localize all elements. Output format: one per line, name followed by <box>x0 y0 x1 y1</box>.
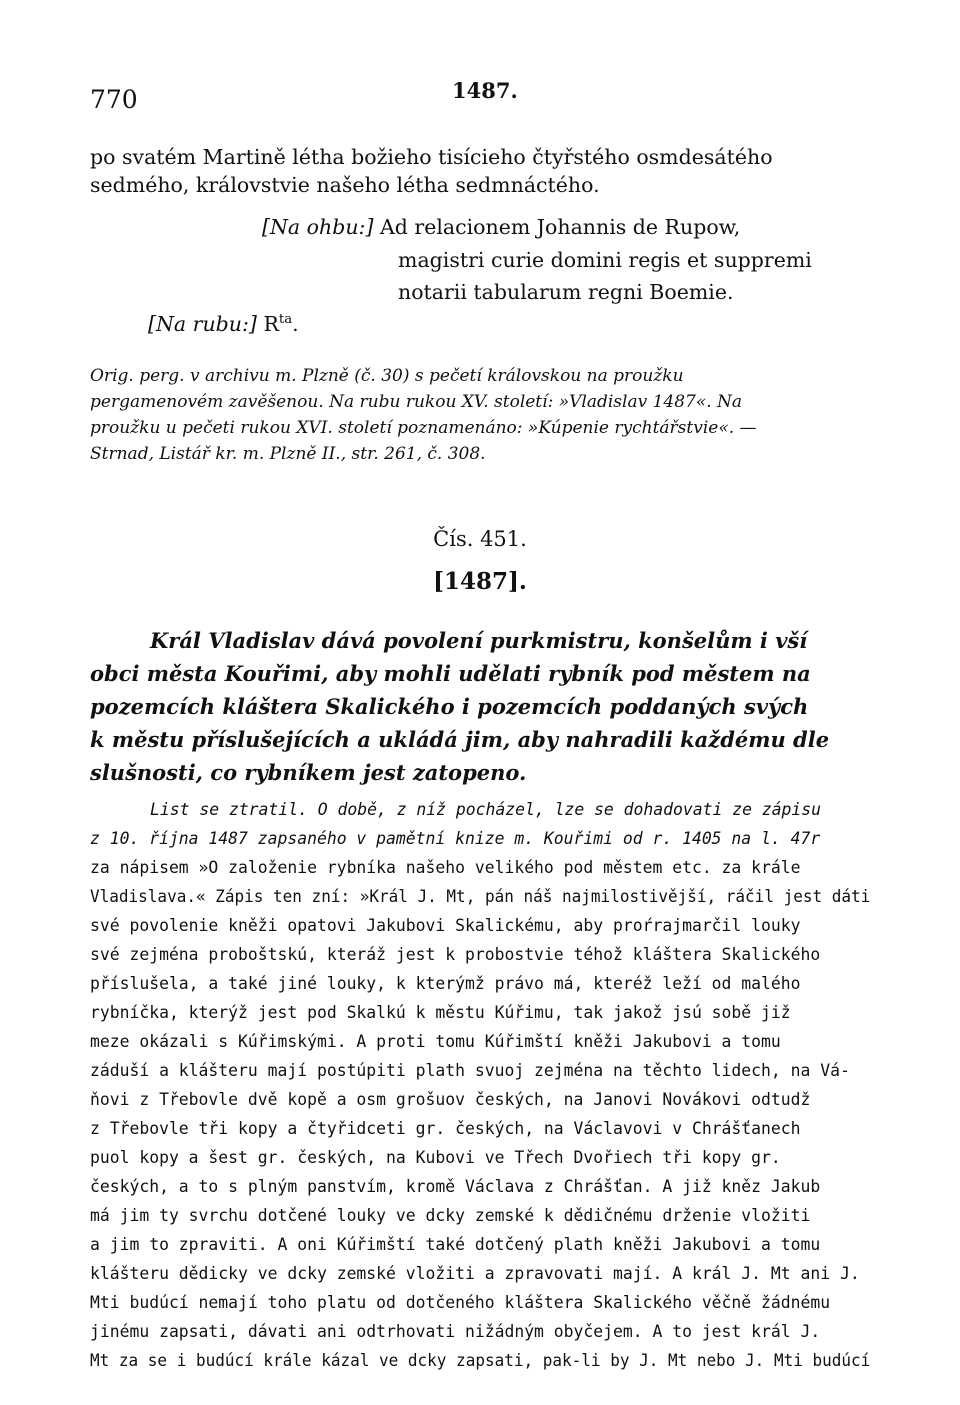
source-note-line: pergamenovém zavěšenou. Na rubu rukou XV. století: »Vladislav 1487«. Na <box>90 392 743 412</box>
body-line: z Třebovle tři kopy a čtyřidceti gr. českých, na Václavovi v Chrášťanech <box>90 1119 801 1138</box>
body-line: Vladislava.« Zápis ten zní: »Král J. Mt, pán náš najmilostivější, ráčil jest dáti <box>90 887 871 906</box>
rubu-after: . <box>292 312 299 336</box>
intro-line: sedmého, královstvie našeho létha sedmnáctého. <box>90 173 600 197</box>
body-line: českých, a to s plným panstvím, kromě Václava z Chrášťan. A již kněz Jakub <box>90 1177 821 1196</box>
page-number: 770 <box>90 85 138 114</box>
body-line: klášteru dědicky ve dcky zemské vložiti a zpravovati mají. A král J. Mt ani J. <box>90 1264 860 1283</box>
source-note-line: proužku u pečeti rukou XVI. století poznamenáno: »Kúpenie rychtářstvie«. — <box>90 418 757 438</box>
ohbu-label: [Na ohbu:] <box>262 215 374 239</box>
body-line: Mti budúcí nemají toho platu od dotčeného kláštera Skalického věčně žádnému <box>90 1293 831 1312</box>
body-line: a jim to zpraviti. A oni Kúřimští také dotčený plath kněži Jakubovi a tomu <box>90 1235 821 1254</box>
endorsement-rubu <box>148 312 299 336</box>
body-line: příslušela, a také jiné louky, k kterýmž právo má, kteréž leží od malého <box>90 974 801 993</box>
regest-line: k městu příslušejících a ukládá jim, aby nahradili každému dle <box>90 727 830 752</box>
body-line: má jim ty svrchu dotčené louky ve dcky zemské k dědičnému drženie vložiti <box>90 1206 811 1225</box>
body-line: z 10. října 1487 zapsaného v pamětní knize m. Kouřimi od r. 1405 na l. 47r <box>90 829 821 848</box>
intro-line: po svatém Martině létha božieho tisícieho čtyřstého osmdesátého <box>90 145 773 169</box>
rubu-text: R <box>263 312 279 336</box>
source-note-line: Orig. perg. v archivu m. Plzně (č. 30) s pečetí královskou na proužku <box>90 366 684 386</box>
body-line: za nápisem »O založenie rybníka našeho velikého pod městem etc. za krále <box>90 858 801 877</box>
body-line: Mt za se i budúcí krále kázal ve dcky zapsati, pak-li by J. Mt nebo J. Mti budúcí <box>90 1351 871 1370</box>
endorsement-ohbu <box>262 215 740 239</box>
regest-line: Král Vladislav dává povolení purkmistru, konšelům i vší <box>150 628 808 653</box>
rubu-label: [Na rubu:] <box>148 312 257 336</box>
source-note-line: Strnad, Listář kr. m. Plzně II., str. 261, č. 308. <box>90 444 486 464</box>
rubu-sup: ta <box>278 312 293 328</box>
body-line: puol kopy a šest gr. českých, na Kubovi ve Třech Dvořiech tři kopy gr. <box>90 1148 781 1167</box>
ohbu-text: magistri curie domini regis et suppremi <box>398 248 812 272</box>
body-line: ňovi z Třebovle dvě kopě a osm grošuov českých, na Janovi Novákovi odtudž <box>90 1090 811 1109</box>
body-line: své zejména proboštskú, kteráž jest k probostvie téhož kláštera Skalického <box>90 945 821 964</box>
body-line: jinému zapsati, dávati ani odtrhovati nižádným obyčejem. A to jest král J. <box>90 1322 821 1341</box>
body-line: meze okázali s Kúřimskými. A proti tomu Kúřimští kněži Jakubovi a tomu <box>90 1032 781 1051</box>
entry-year: [1487]. <box>433 568 527 595</box>
running-head-year: 1487. <box>452 78 518 103</box>
entry-number: Čís. 451. <box>433 527 527 551</box>
body-line: své povolenie kněži opatovi Jakubovi Skalickému, aby proŕrajmarčil louky <box>90 916 801 935</box>
ohbu-text: Ad relacionem Johannis de Rupow, <box>379 215 741 239</box>
body-line: rybníčka, kterýž jest pod Skalkú k městu Kúřimu, tak jakož jsú sobě již <box>90 1003 791 1022</box>
body-line: List se ztratil. O době, z níž pocházel, lze se dohadovati ze zápisu <box>150 800 822 819</box>
body-line: záduší a klášteru mají postúpiti plath svuoj zejména na těchto lidech, na Vá- <box>90 1061 850 1080</box>
regest-line: pozemcích kláštera Skalického i pozemcích poddaných svých <box>90 694 809 719</box>
ohbu-text: notarii tabularum regni Boemie. <box>398 280 734 304</box>
regest-line: obci města Kouřimi, aby mohli udělati rybník pod městem na <box>90 661 811 686</box>
regest-line: slušnosti, co rybníkem jest zatopeno. <box>90 760 527 785</box>
